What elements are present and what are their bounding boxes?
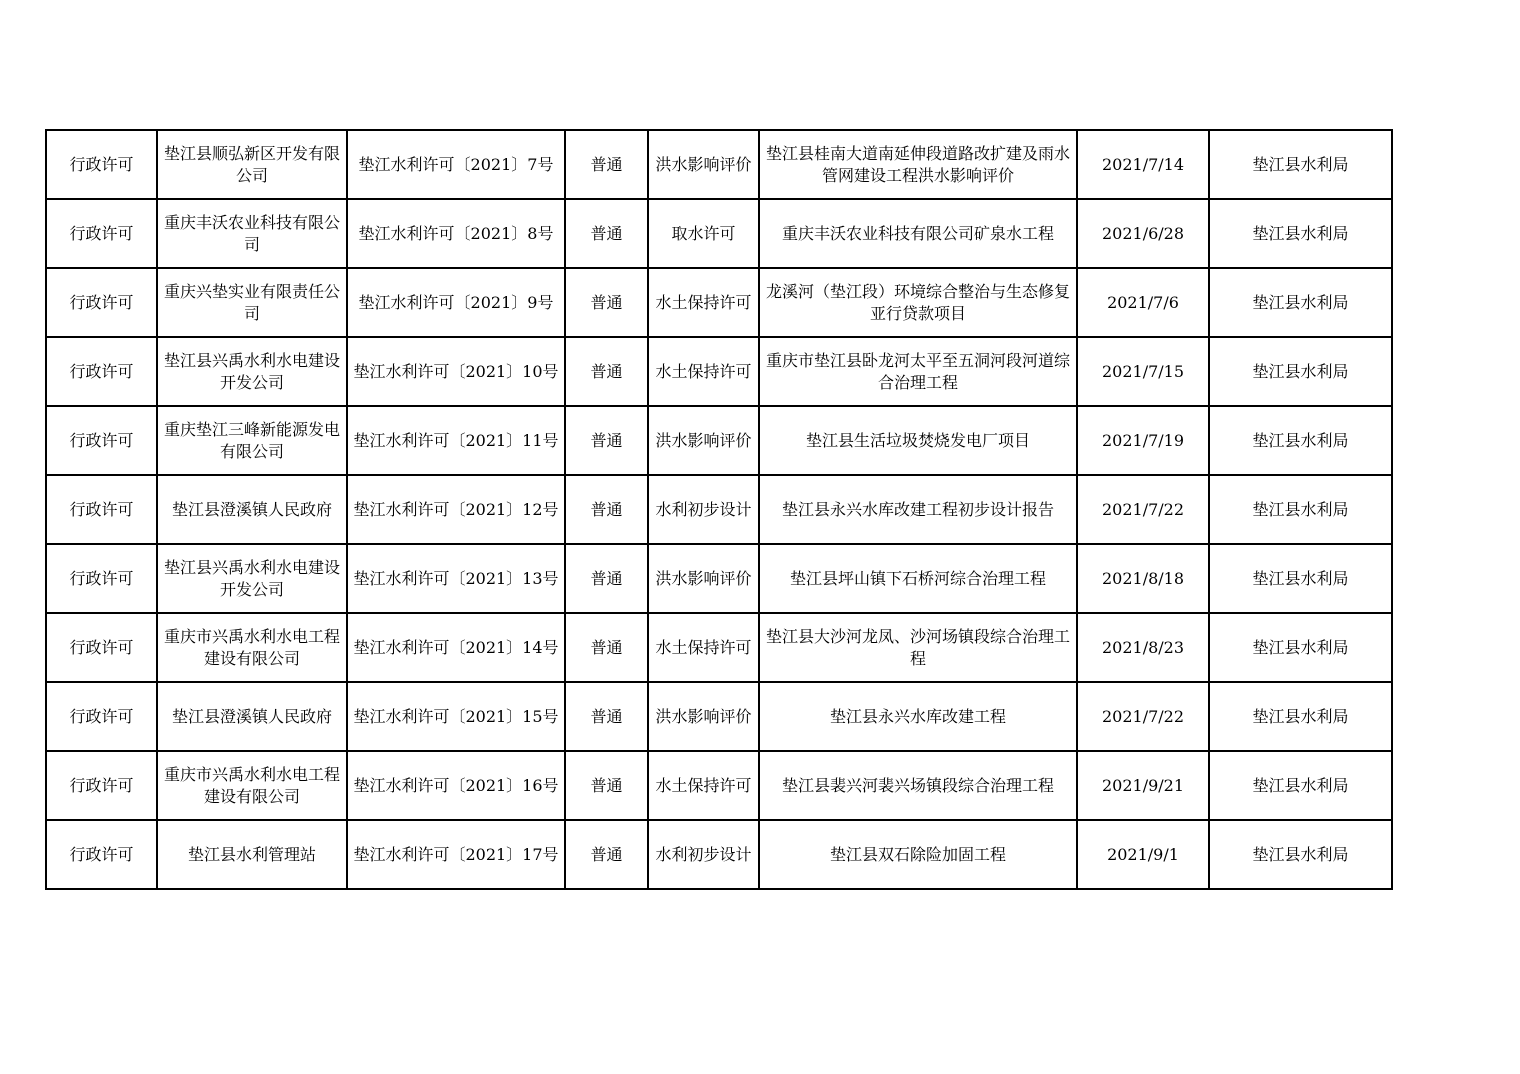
cell-category: 水土保持许可 <box>648 613 759 682</box>
cell-org: 垫江县澄溪镇人民政府 <box>157 682 347 751</box>
cell-level: 普通 <box>565 337 648 406</box>
cell-doc: 垫江水利许可〔2021〕8号 <box>347 199 565 268</box>
table-row <box>46 268 1392 337</box>
cell-org: 重庆丰沃农业科技有限公司 <box>157 199 347 268</box>
cell-level: 普通 <box>565 406 648 475</box>
cell-type: 行政许可 <box>46 199 157 268</box>
cell-category: 洪水影响评价 <box>648 406 759 475</box>
table-row <box>46 337 1392 406</box>
cell-authority: 垫江县水利局 <box>1209 613 1392 682</box>
cell-doc: 垫江水利许可〔2021〕10号 <box>347 337 565 406</box>
table-row <box>46 751 1392 820</box>
cell-org: 重庆市兴禹水利水电工程建设有限公司 <box>157 613 347 682</box>
cell-type: 行政许可 <box>46 337 157 406</box>
cell-level: 普通 <box>565 130 648 199</box>
cell-category: 水利初步设计 <box>648 475 759 544</box>
cell-authority: 垫江县水利局 <box>1209 751 1392 820</box>
cell-level: 普通 <box>565 613 648 682</box>
cell-doc: 垫江水利许可〔2021〕15号 <box>347 682 565 751</box>
cell-type: 行政许可 <box>46 268 157 337</box>
cell-authority: 垫江县水利局 <box>1209 406 1392 475</box>
cell-authority: 垫江县水利局 <box>1209 130 1392 199</box>
cell-date: 2021/7/19 <box>1077 406 1209 475</box>
cell-level: 普通 <box>565 751 648 820</box>
table-row <box>46 613 1392 682</box>
cell-project: 龙溪河（垫江段）环境综合整治与生态修复亚行贷款项目 <box>759 268 1077 337</box>
cell-category: 水土保持许可 <box>648 268 759 337</box>
cell-category: 洪水影响评价 <box>648 130 759 199</box>
cell-authority: 垫江县水利局 <box>1209 337 1392 406</box>
table-row <box>46 475 1392 544</box>
cell-category: 水土保持许可 <box>648 751 759 820</box>
cell-category: 水土保持许可 <box>648 337 759 406</box>
cell-category: 水利初步设计 <box>648 820 759 889</box>
table-row <box>46 199 1392 268</box>
cell-type: 行政许可 <box>46 475 157 544</box>
cell-project: 垫江县坪山镇下石桥河综合治理工程 <box>759 544 1077 613</box>
cell-org: 垫江县顺弘新区开发有限公司 <box>157 130 347 199</box>
cell-authority: 垫江县水利局 <box>1209 475 1392 544</box>
table-row <box>46 130 1392 199</box>
cell-category: 洪水影响评价 <box>648 544 759 613</box>
cell-project: 垫江县永兴水库改建工程初步设计报告 <box>759 475 1077 544</box>
cell-doc: 垫江水利许可〔2021〕12号 <box>347 475 565 544</box>
cell-date: 2021/9/1 <box>1077 820 1209 889</box>
cell-org: 垫江县澄溪镇人民政府 <box>157 475 347 544</box>
cell-type: 行政许可 <box>46 406 157 475</box>
cell-doc: 垫江水利许可〔2021〕13号 <box>347 544 565 613</box>
cell-project: 垫江县永兴水库改建工程 <box>759 682 1077 751</box>
cell-authority: 垫江县水利局 <box>1209 199 1392 268</box>
table-row <box>46 544 1392 613</box>
permit-table <box>45 129 1393 890</box>
cell-doc: 垫江水利许可〔2021〕7号 <box>347 130 565 199</box>
cell-doc: 垫江水利许可〔2021〕14号 <box>347 613 565 682</box>
cell-category: 取水许可 <box>648 199 759 268</box>
cell-project: 垫江县生活垃圾焚烧发电厂项目 <box>759 406 1077 475</box>
cell-level: 普通 <box>565 268 648 337</box>
cell-level: 普通 <box>565 544 648 613</box>
cell-type: 行政许可 <box>46 613 157 682</box>
cell-authority: 垫江县水利局 <box>1209 820 1392 889</box>
cell-level: 普通 <box>565 475 648 544</box>
cell-project: 重庆市垫江县卧龙河太平至五洞河段河道综合治理工程 <box>759 337 1077 406</box>
cell-date: 2021/7/14 <box>1077 130 1209 199</box>
cell-type: 行政许可 <box>46 820 157 889</box>
table-row <box>46 682 1392 751</box>
cell-org: 重庆垫江三峰新能源发电有限公司 <box>157 406 347 475</box>
cell-date: 2021/7/22 <box>1077 682 1209 751</box>
cell-project: 垫江县桂南大道南延伸段道路改扩建及雨水管网建设工程洪水影响评价 <box>759 130 1077 199</box>
cell-doc: 垫江水利许可〔2021〕16号 <box>347 751 565 820</box>
cell-project: 垫江县双石除险加固工程 <box>759 820 1077 889</box>
cell-org: 垫江县兴禹水利水电建设开发公司 <box>157 544 347 613</box>
cell-level: 普通 <box>565 820 648 889</box>
cell-authority: 垫江县水利局 <box>1209 682 1392 751</box>
cell-type: 行政许可 <box>46 751 157 820</box>
cell-date: 2021/7/6 <box>1077 268 1209 337</box>
cell-org: 重庆市兴禹水利水电工程建设有限公司 <box>157 751 347 820</box>
cell-date: 2021/7/22 <box>1077 475 1209 544</box>
cell-level: 普通 <box>565 199 648 268</box>
cell-org: 重庆兴垫实业有限责任公司 <box>157 268 347 337</box>
cell-org: 垫江县水利管理站 <box>157 820 347 889</box>
cell-date: 2021/8/23 <box>1077 613 1209 682</box>
cell-project: 垫江县大沙河龙凤、沙河场镇段综合治理工程 <box>759 613 1077 682</box>
cell-date: 2021/9/21 <box>1077 751 1209 820</box>
cell-authority: 垫江县水利局 <box>1209 268 1392 337</box>
table-row <box>46 820 1392 889</box>
cell-type: 行政许可 <box>46 544 157 613</box>
cell-category: 洪水影响评价 <box>648 682 759 751</box>
cell-type: 行政许可 <box>46 682 157 751</box>
cell-project: 重庆丰沃农业科技有限公司矿泉水工程 <box>759 199 1077 268</box>
table-body <box>46 130 1392 889</box>
cell-doc: 垫江水利许可〔2021〕11号 <box>347 406 565 475</box>
cell-date: 2021/7/15 <box>1077 337 1209 406</box>
cell-org: 垫江县兴禹水利水电建设开发公司 <box>157 337 347 406</box>
cell-date: 2021/6/28 <box>1077 199 1209 268</box>
cell-doc: 垫江水利许可〔2021〕9号 <box>347 268 565 337</box>
cell-type: 行政许可 <box>46 130 157 199</box>
cell-project: 垫江县裴兴河裴兴场镇段综合治理工程 <box>759 751 1077 820</box>
cell-authority: 垫江县水利局 <box>1209 544 1392 613</box>
table-row <box>46 406 1392 475</box>
cell-date: 2021/8/18 <box>1077 544 1209 613</box>
cell-doc: 垫江水利许可〔2021〕17号 <box>347 820 565 889</box>
cell-level: 普通 <box>565 682 648 751</box>
